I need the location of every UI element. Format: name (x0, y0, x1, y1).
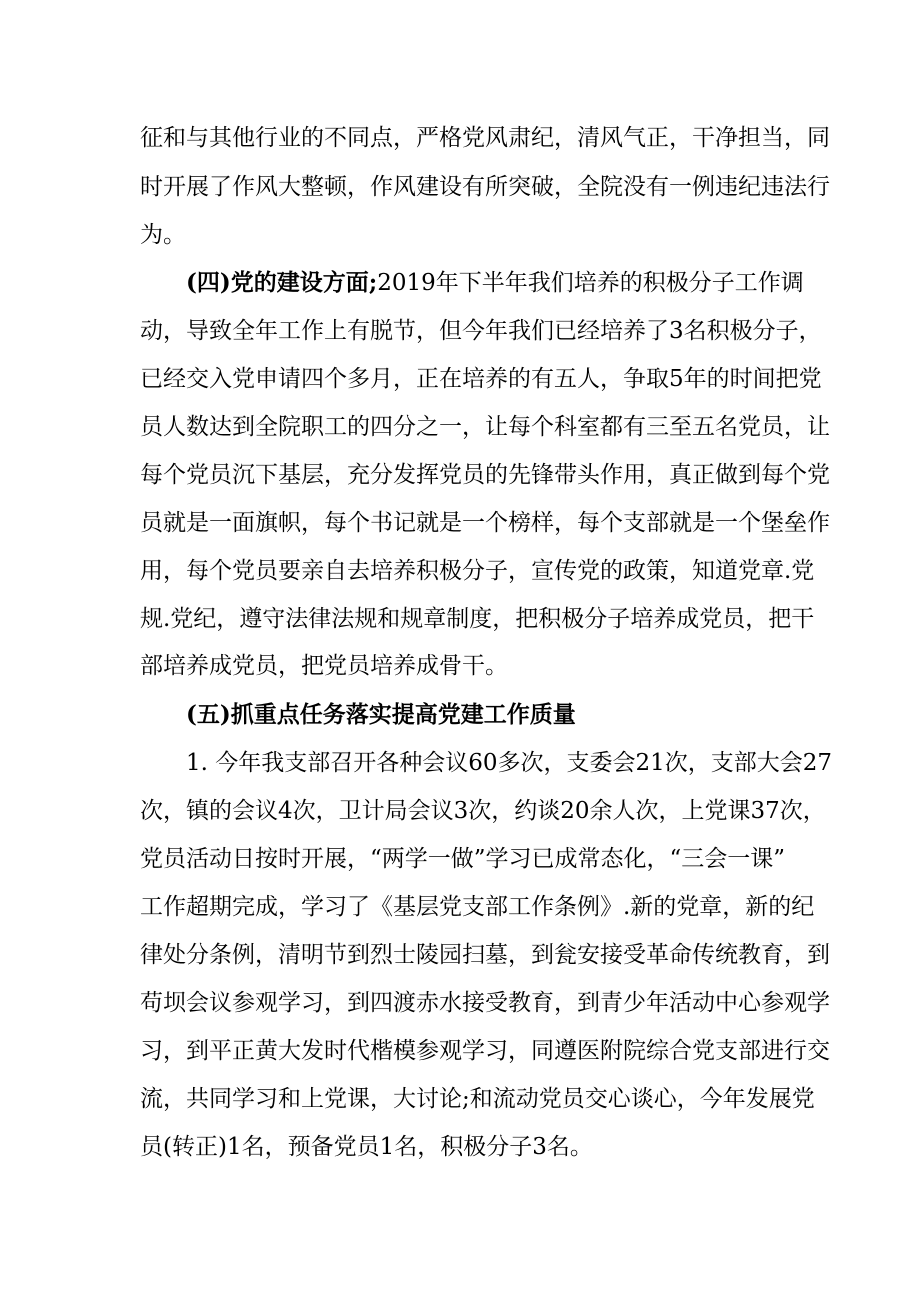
paragraph-line: 规.党纪，遵守法律法规和规章制度，把积极分子培养成党员，把干 (140, 606, 815, 632)
paragraph-line: 党员活动日按时开展，“两学一做”学习已成常态化，“三会一课” (140, 846, 786, 872)
section-heading-five: (五)抓重点任务落实提高党建工作质量 (186, 701, 576, 728)
paragraph-line: 1. 今年我支部召开各种会议60多次，支委会21次，支部大会27 (186, 750, 833, 776)
paragraph-line: 律处分条例，清明节到烈士陵园扫墓，到瓮安接受革命传统教育，到 (140, 942, 830, 968)
paragraph-line: 苟坝会议参观学习，到四渡赤水接受教育，到青少年活动中心参观学 (140, 990, 830, 1016)
paragraph-line: 员就是一面旗帜，每个书记就是一个榜样，每个支部就是一个堡垒作 (140, 510, 830, 536)
section-heading-four: (四)党的建设方面; (186, 269, 378, 296)
paragraph-line: 习，到平正黄大发时代楷模参观学习，同遵医附院综合党支部进行交 (140, 1038, 830, 1064)
paragraph-line: 每个党员沉下基层，充分发挥党员的先锋带头作用，真正做到每个党 (140, 462, 830, 488)
section-four-first-line (186, 268, 804, 298)
paragraph-line: 用，每个党员要亲自去培养积极分子，宣传党的政策，知道党章.党 (140, 558, 815, 584)
paragraph-line: 次，镇的会议4次，卫计局会议3次，约谈20余人次，上党课37次， (140, 798, 826, 824)
paragraph-line: 员(转正)1名，预备党员1名，积极分子3名。 (140, 1134, 593, 1160)
paragraph-line: 员人数达到全院职工的四分之一，让每个科室都有三至五名党员，让 (140, 414, 830, 440)
paragraph-line: 已经交入党申请四个多月，正在培养的有五人，争取5年的时间把党 (140, 366, 822, 392)
paragraph-line: 征和与其他行业的不同点，严格党风肃纪，清风气正，干净担当，同 (140, 125, 830, 151)
paragraph-line: 时开展了作风大整顿，作风建设有所突破，全院没有一例违纪违法行 (140, 174, 830, 200)
paragraph-line: 部培养成党员，把党员培养成骨干。 (140, 653, 508, 679)
paragraph-line: 工作超期完成，学习了《基层党支部工作条例》.新的党章，新的纪 (140, 894, 815, 920)
paragraph-text: 2019年下半年我们培养的积极分子工作调 (377, 270, 804, 296)
paragraph-line: 动，导致全年工作上有脱节，但今年我们已经培养了3名积极分子， (140, 318, 822, 344)
paragraph-line: 为。 (140, 222, 186, 248)
paragraph-line: 流，共同学习和上党课，大讨论;和流动党员交心谈心，今年发展党 (140, 1086, 815, 1112)
